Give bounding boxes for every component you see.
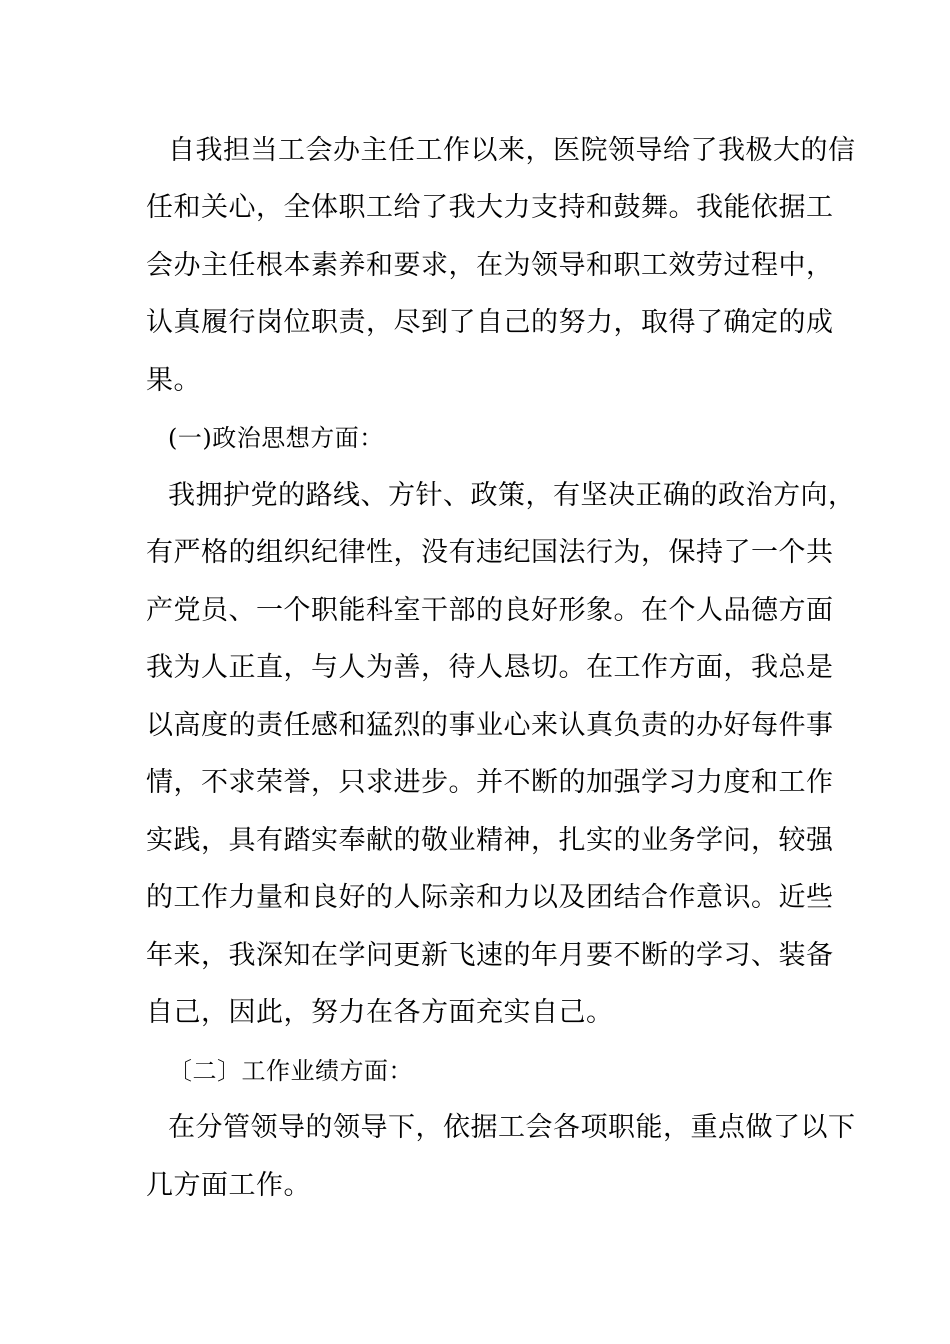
paragraph-1-line-2: 任和关心，全体职工给了我大力支持和鼓舞。我能依据工 (146, 192, 834, 223)
paragraph-2-line-7: 实践，具有踏实奉献的敬业精神，扎实的业务学问，较强 (146, 825, 834, 856)
paragraph-3-line-1: 在分管领导的领导下，依据工会各项职能，重点做了以下 (168, 1112, 856, 1143)
paragraph-1-line-4: 认真履行岗位职责，尽到了自己的努力，取得了确定的成 (146, 307, 834, 338)
paragraph-2-line-6: 情，不求荣誉，只求进步。并不断的加强学习力度和工作 (146, 767, 834, 798)
paragraph-1-line-3: 会办主任根本素养和要求，在为领导和职工效劳过程中， (146, 250, 834, 281)
section-heading-politics: (一)政治思想方面： (168, 424, 384, 452)
paragraph-2-line-2: 有严格的组织纪律性，没有违纪国法行为，保持了一个共 (146, 537, 834, 568)
paragraph-2-line-4: 我为人正直，与人为善，待人恳切。在工作方面，我总是 (146, 652, 834, 683)
paragraph-1-line-5: 果。 (146, 365, 201, 396)
paragraph-3-line-2: 几方面工作。 (146, 1170, 311, 1201)
paragraph-2-line-9: 年来，我深知在学问更新飞速的年月要不断的学习、装备 (146, 940, 834, 971)
section-heading-performance: 〔二〕工作业绩方面： (168, 1057, 413, 1085)
paragraph-2-line-8: 的工作力量和良好的人际亲和力以及团结合作意识。近些 (146, 882, 834, 913)
paragraph-2-line-5: 以高度的责任感和猛烈的事业心来认真负责的办好每件事 (146, 710, 834, 741)
paragraph-2-line-3: 产党员、一个职能科室干部的良好形象。在个人品德方面 (146, 595, 834, 626)
paragraph-2-line-10: 自己，因此，努力在各方面充实自己。 (146, 997, 614, 1028)
paragraph-1-line-1: 自我担当工会办主任工作以来，医院领导给了我极大的信 (168, 135, 856, 166)
paragraph-2-line-1: 我拥护党的路线、方针、政策，有坚决正确的政治方向， (168, 480, 856, 511)
